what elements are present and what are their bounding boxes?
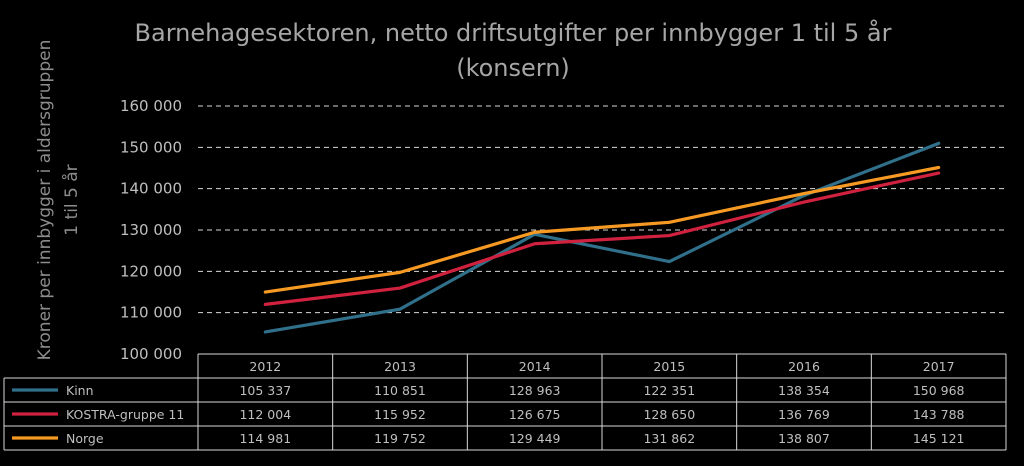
y-axis-label-line1: Kroner per innbygger i aldersgruppen <box>35 39 55 361</box>
data-label: 138 354 <box>778 383 830 398</box>
legend-entry: Norge <box>66 431 104 446</box>
chart-title-line2: (konsern) <box>456 54 570 82</box>
x-category-label: 2015 <box>653 359 686 374</box>
x-category-label: 2016 <box>788 359 820 374</box>
y-tick-label: 100 000 <box>119 345 182 363</box>
y-tick-label: 120 000 <box>119 262 182 281</box>
y-tick-label: 160 000 <box>119 97 182 115</box>
x-category-label: 2017 <box>922 359 955 374</box>
x-category-label: 2014 <box>518 359 551 374</box>
data-label: 150 968 <box>912 383 965 398</box>
y-tick-label: 130 000 <box>119 221 182 239</box>
data-label: 105 337 <box>239 383 292 398</box>
data-label: 119 752 <box>374 431 426 446</box>
data-label: 126 675 <box>508 407 561 422</box>
data-label: 122 351 <box>643 383 696 398</box>
data-label: 112 004 <box>239 407 292 422</box>
data-label: 129 449 <box>508 431 561 446</box>
data-label: 145 121 <box>912 431 965 446</box>
chart-title-line1: Barnehagesektoren, netto driftsutgifter per innbygger 1 til 5 år <box>134 19 892 47</box>
data-label: 138 807 <box>778 431 830 446</box>
legend-entry: Kinn <box>66 383 94 398</box>
y-tick-label: 110 000 <box>119 303 182 322</box>
y-tick-label: 150 000 <box>119 138 182 157</box>
y-tick-label: 140 000 <box>119 179 182 198</box>
legend-entry: KOSTRA-gruppe 11 <box>66 407 185 422</box>
y-axis-label-line2: 1 til 5 år <box>62 164 82 236</box>
data-label: 115 952 <box>374 407 426 422</box>
data-label: 110 851 <box>374 383 426 398</box>
data-label: 128 963 <box>508 383 561 398</box>
data-label: 114 981 <box>239 431 292 446</box>
x-category-label: 2012 <box>249 359 282 374</box>
data-label: 136 769 <box>778 407 830 422</box>
data-label: 143 788 <box>912 407 965 422</box>
x-category-label: 2013 <box>384 359 416 374</box>
data-label: 131 862 <box>643 431 696 446</box>
data-label: 128 650 <box>643 407 696 422</box>
